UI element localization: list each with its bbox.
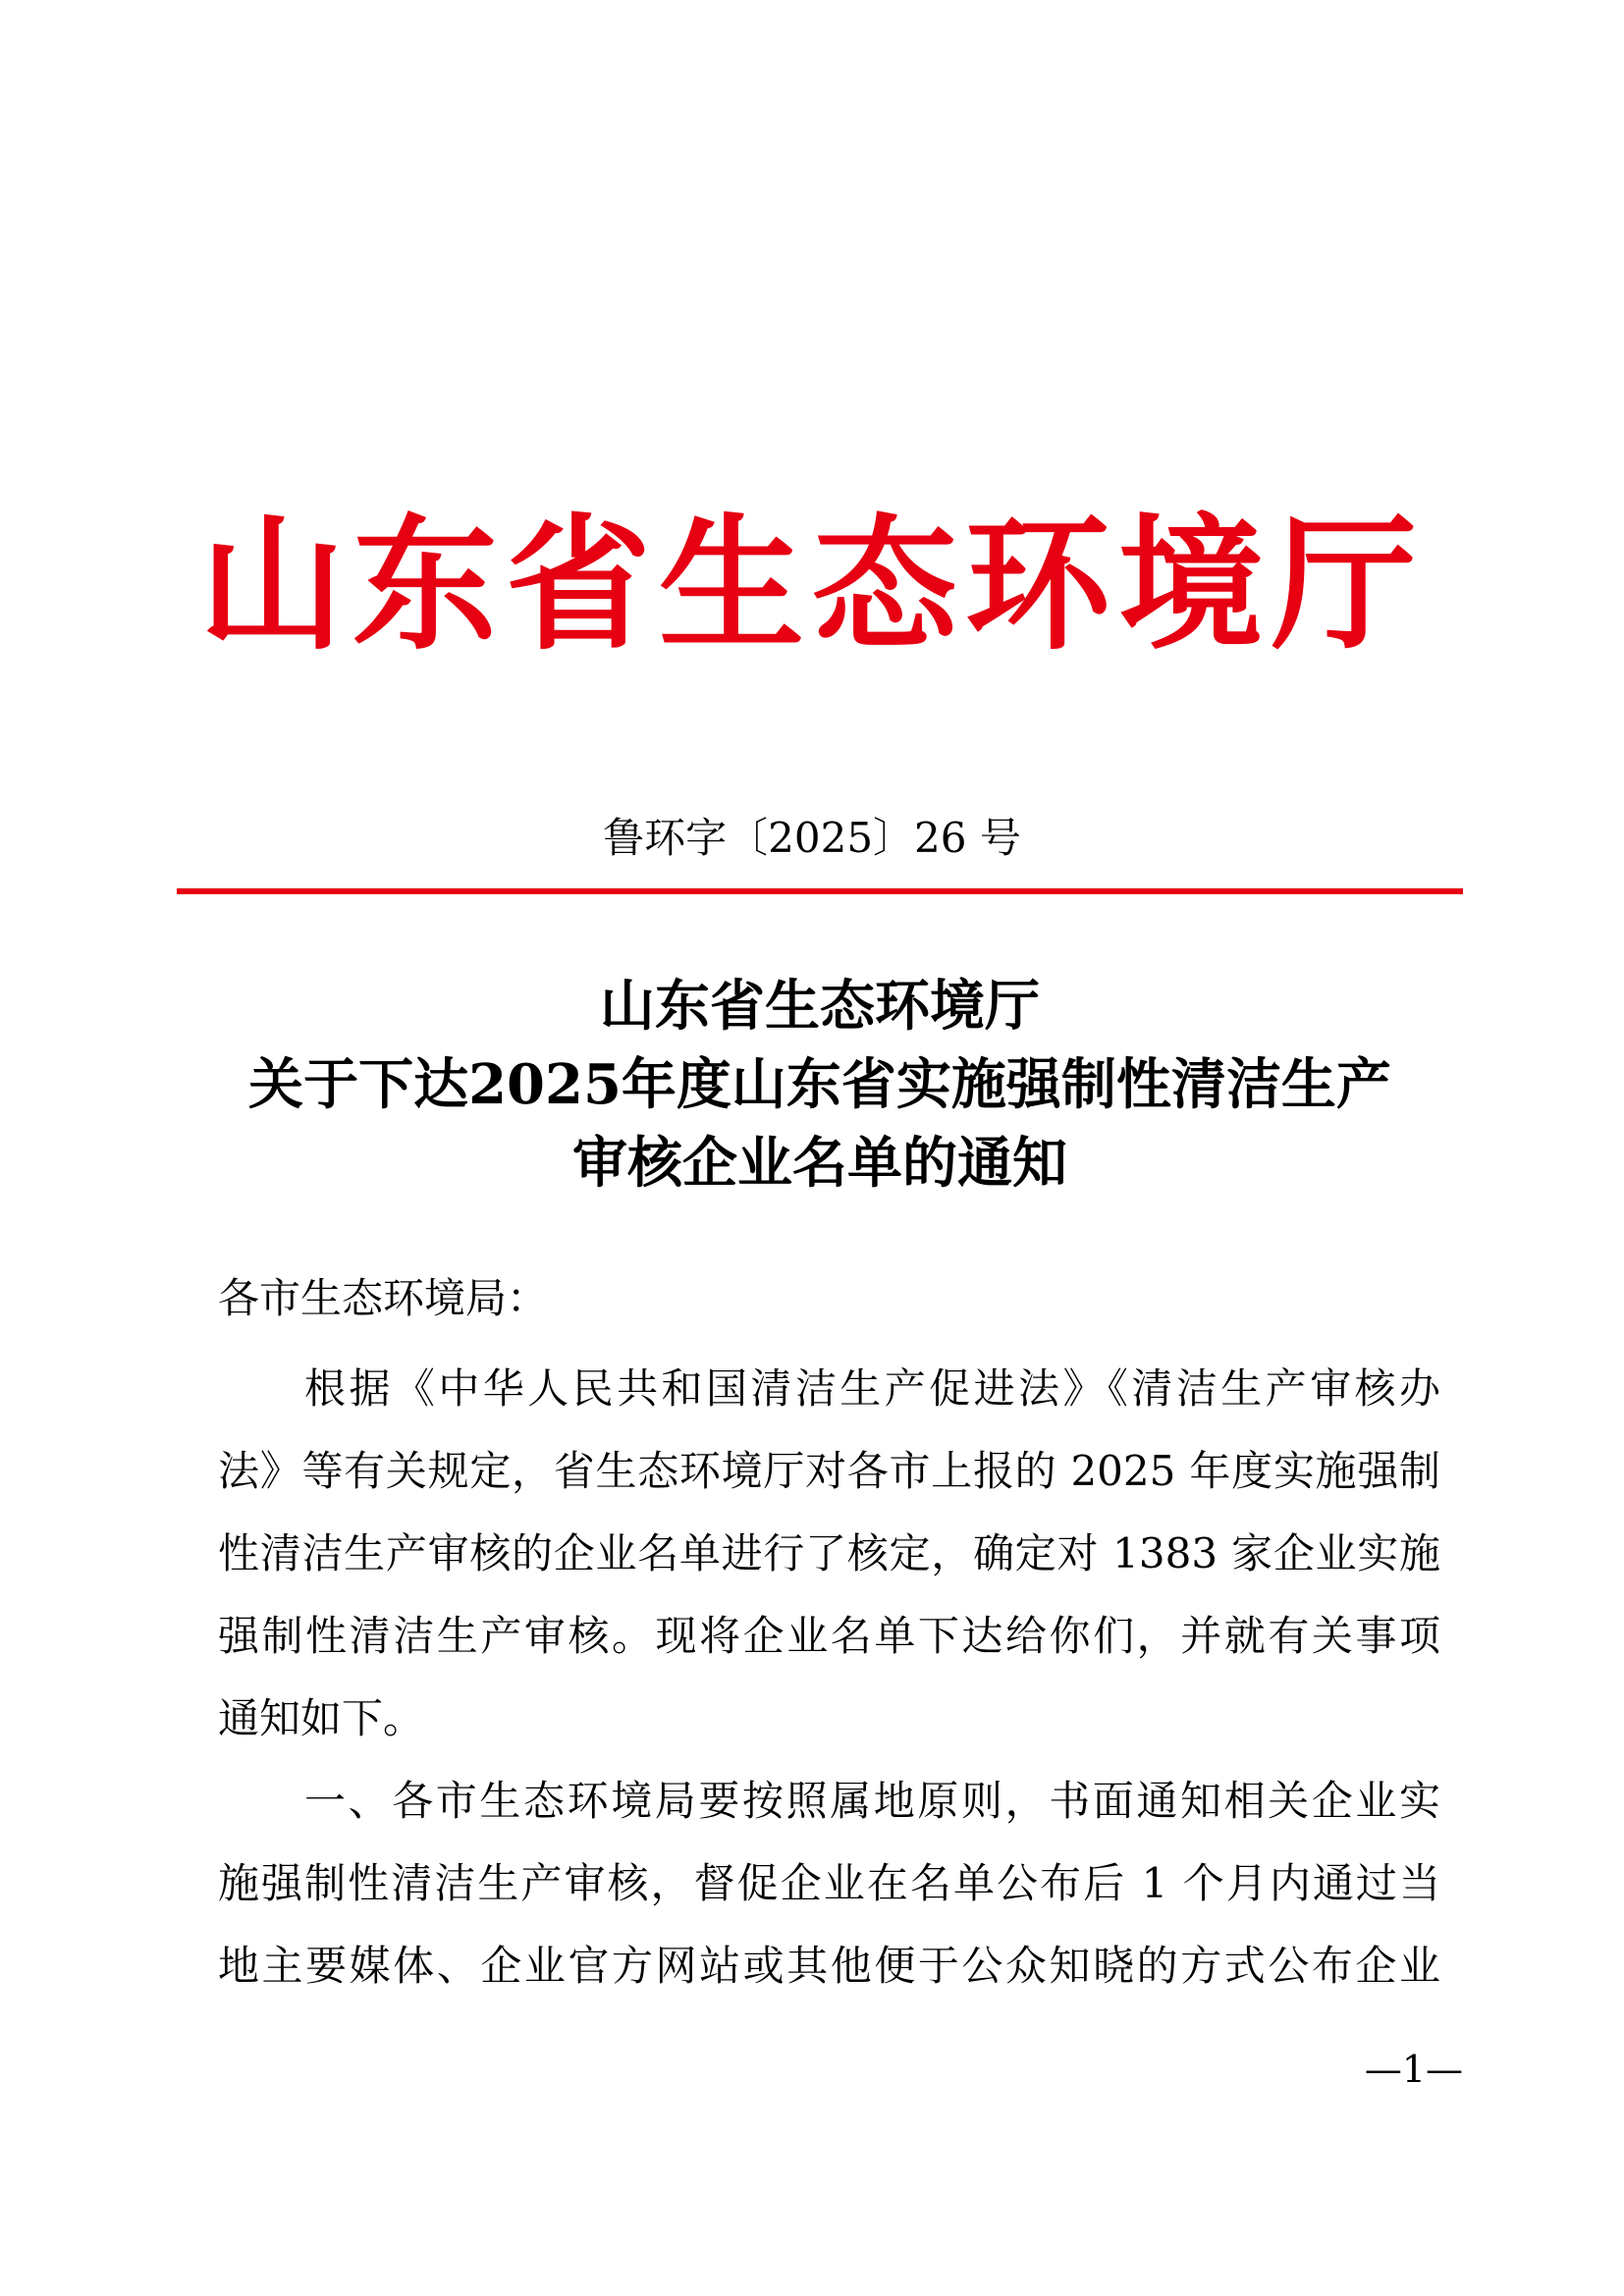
paragraph-1 [218,1362,1440,1774]
agency-masthead: 山东省生态环境厅 [199,499,1425,669]
paragraph-line: 根据《中华人民共和国清洁生产促进法》《清洁生产审核办 [304,1364,1440,1413]
title-line-1: 山东省生态环境厅 [600,974,1040,1039]
title-line-2: 关于下达2025年度山东省实施强制性清洁生产 [248,1052,1391,1117]
document-title [177,967,1463,1202]
title-line-3: 审核企业名单的通知 [572,1131,1067,1196]
document-number: 鲁环字〔2025〕26 号 [603,814,1021,862]
paragraph-2 [218,1774,1440,2021]
salutation: 各市生态环境局： [218,1274,549,1322]
page-number: —1— [1364,2048,1463,2091]
paragraph-line: 施强制性清洁生产审核，督促企业在名单公布后 1 个月内通过当 [218,1859,1440,1907]
paragraph-line: 地主要媒体、企业官方网站或其他便于公众知晓的方式公布企业 [218,1942,1440,1990]
paragraph-line: 通知如下。 [218,1694,425,1742]
paragraph-line: 法》等有关规定，省生态环境厅对各市上报的 2025 年度实施强制 [218,1447,1440,1495]
paragraph-line: 强制性清洁生产审核。现将企业名单下达给你们，并就有关事项 [218,1612,1440,1660]
paragraph-line: 性清洁生产审核的企业名单进行了核定，确定对 1383 家企业实施 [218,1529,1440,1577]
paragraph-line: 一、各市生态环境局要按照属地原则，书面通知相关企业实 [304,1777,1440,1825]
document-body [218,1271,1440,2021]
red-separator-line [177,888,1463,894]
